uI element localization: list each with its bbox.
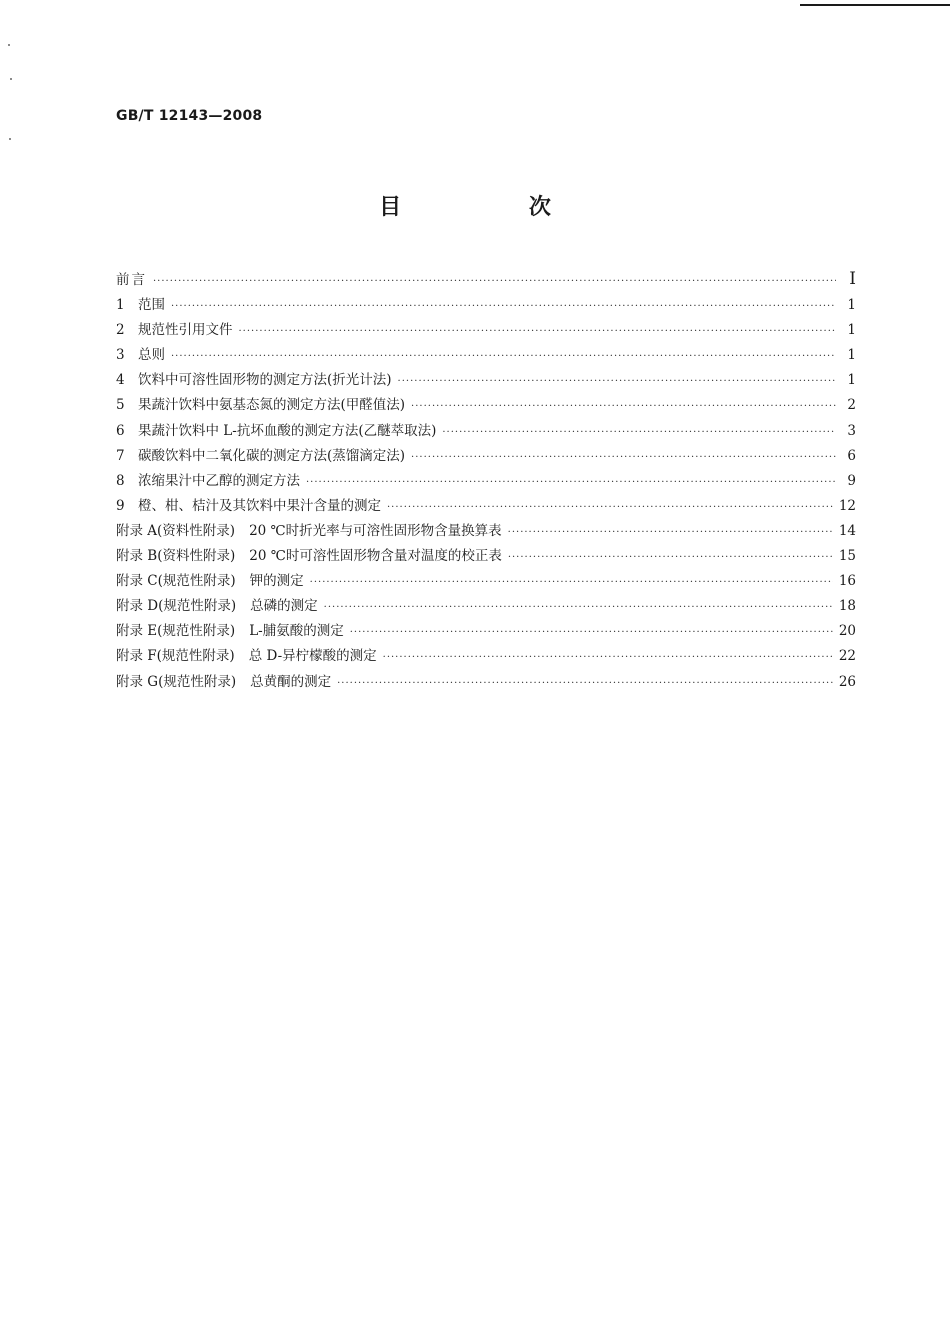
toc-entry-label: 总磷的测定: [250, 598, 318, 615]
toc-entry-page: 1: [847, 297, 856, 314]
toc-entry-label: 总则: [138, 347, 165, 364]
toc-annexes: [116, 519, 856, 695]
toc-entry-label: 碳酸饮料中二氧化碳的测定方法(蒸馏滴定法): [138, 447, 406, 464]
toc-entry-label: 橙、柑、桔汁及其饮料中果汁含量的测定: [138, 497, 381, 514]
toc-entry-page: 1: [847, 322, 856, 339]
toc-entry-annex[interactable]: [116, 544, 856, 569]
toc-entry-page: 1: [847, 372, 856, 389]
toc-entry-annex[interactable]: [116, 519, 856, 544]
dot-leader: [508, 527, 833, 538]
dot-leader: [337, 678, 833, 689]
toc-entry-page: 9: [847, 472, 856, 489]
toc-entry-annex-prefix: 附录 A(资料性附录): [116, 522, 236, 539]
scan-top-rule: [800, 4, 950, 6]
toc-entry-annex-prefix: 附录 C(规范性附录): [116, 573, 236, 590]
dot-leader: [324, 602, 833, 613]
toc-entry-page: I: [849, 269, 856, 289]
toc-entry-chapter[interactable]: [116, 444, 856, 469]
toc-entry-page: 2: [847, 397, 856, 414]
toc-entry-label: 饮料中可溶性固形物的测定方法(折光计法): [138, 372, 392, 389]
dot-leader: [411, 452, 836, 463]
dot-leader: [153, 276, 836, 287]
toc-entry-number: 7: [116, 447, 125, 464]
toc-entry-page: 15: [838, 548, 856, 565]
toc-entry-label: 范围: [138, 297, 165, 314]
dot-leader: [171, 301, 836, 312]
dot-leader: [350, 627, 833, 638]
document-id: GB/T 12143—2008: [116, 108, 263, 124]
toc-entry-label: 总 D-异柠檬酸的测定: [248, 648, 377, 665]
dot-leader: [508, 552, 833, 563]
toc-entry-number: 4: [116, 372, 125, 389]
toc-entry-number: 5: [116, 397, 125, 414]
toc-entry-chapter[interactable]: [116, 318, 856, 343]
toc-entry-annex[interactable]: [116, 594, 856, 619]
toc-entry-label: L-脯氨酸的测定: [249, 623, 344, 640]
dot-leader: [387, 502, 833, 513]
toc-chapters: [116, 293, 856, 519]
toc-entry-label: 果蔬汁饮料中 L-抗坏血酸的测定方法(乙醚萃取法): [138, 422, 437, 439]
toc-entry-chapter[interactable]: [116, 419, 856, 444]
toc-entry-page: 3: [847, 422, 856, 439]
toc-entry-label: 前言: [116, 272, 147, 288]
toc-entry-chapter[interactable]: [116, 368, 856, 393]
page-title: 目 次: [379, 195, 611, 220]
dot-leader: [442, 427, 836, 438]
toc-entry-number: 8: [116, 472, 125, 489]
toc-entry-label: 20 ℃时可溶性固形物含量对温度的校正表: [249, 548, 502, 565]
toc-entry-page: 6: [847, 447, 856, 464]
dot-leader: [310, 577, 833, 588]
toc-entry-chapter[interactable]: [116, 343, 856, 368]
toc-entry-annex[interactable]: [116, 619, 856, 644]
toc-entry-chapter[interactable]: [116, 494, 856, 519]
toc-entry-number: 9: [116, 497, 125, 514]
toc-entry-annex-prefix: 附录 G(规范性附录): [116, 673, 237, 690]
toc-entry-annex-prefix: 附录 D(规范性附录): [116, 598, 237, 615]
toc-entry-annex-prefix: 附录 E(规范性附录): [116, 623, 236, 640]
toc-entry-page: 18: [838, 598, 856, 615]
toc-entry-label: 浓缩果汁中乙醇的测定方法: [138, 472, 300, 489]
toc-entry-annex[interactable]: [116, 569, 856, 594]
scan-speck: [10, 78, 12, 80]
toc-entry-label: 果蔬汁饮料中氨基态氮的测定方法(甲醛值法): [138, 397, 406, 414]
dot-leader: [398, 376, 836, 387]
dot-leader: [171, 351, 836, 362]
toc-entry-chapter[interactable]: [116, 293, 856, 318]
toc-entry-annex-prefix: 附录 F(规范性附录): [116, 648, 235, 665]
toc-entry-label: 20 ℃时折光率与可溶性固形物含量换算表: [249, 522, 502, 539]
toc-entry-chapter[interactable]: [116, 393, 856, 418]
table-of-contents: [116, 268, 856, 695]
toc-entry-label: 钾的测定: [249, 573, 304, 590]
toc-entry-number: 1: [116, 297, 125, 314]
toc-entry-annex[interactable]: [116, 670, 856, 695]
toc-entry-annex-prefix: 附录 B(资料性附录): [116, 548, 236, 565]
scan-speck: [8, 44, 10, 46]
dot-leader: [411, 401, 836, 412]
toc-entry-page: 16: [838, 573, 856, 590]
toc-entry-chapter[interactable]: [116, 469, 856, 494]
dot-leader: [239, 326, 837, 337]
dot-leader: [306, 477, 836, 488]
toc-entry-page: 12: [838, 497, 856, 514]
toc-entry-preface[interactable]: [116, 268, 856, 293]
toc-entry-label: 总黄酮的测定: [250, 673, 332, 690]
toc-entry-page: 14: [838, 522, 856, 539]
toc-entry-label: 规范性引用文件: [138, 322, 233, 339]
toc-entry-annex[interactable]: [116, 644, 856, 669]
dot-leader: [383, 652, 833, 663]
scan-speck: [9, 138, 11, 140]
toc-entry-page: 22: [838, 648, 856, 665]
toc-entry-number: 6: [116, 422, 125, 439]
toc-entry-page: 20: [838, 623, 856, 640]
toc-entry-number: 3: [116, 347, 125, 364]
toc-entry-page: 26: [838, 673, 856, 690]
toc-entry-number: 2: [116, 322, 125, 339]
toc-entry-page: 1: [847, 347, 856, 364]
